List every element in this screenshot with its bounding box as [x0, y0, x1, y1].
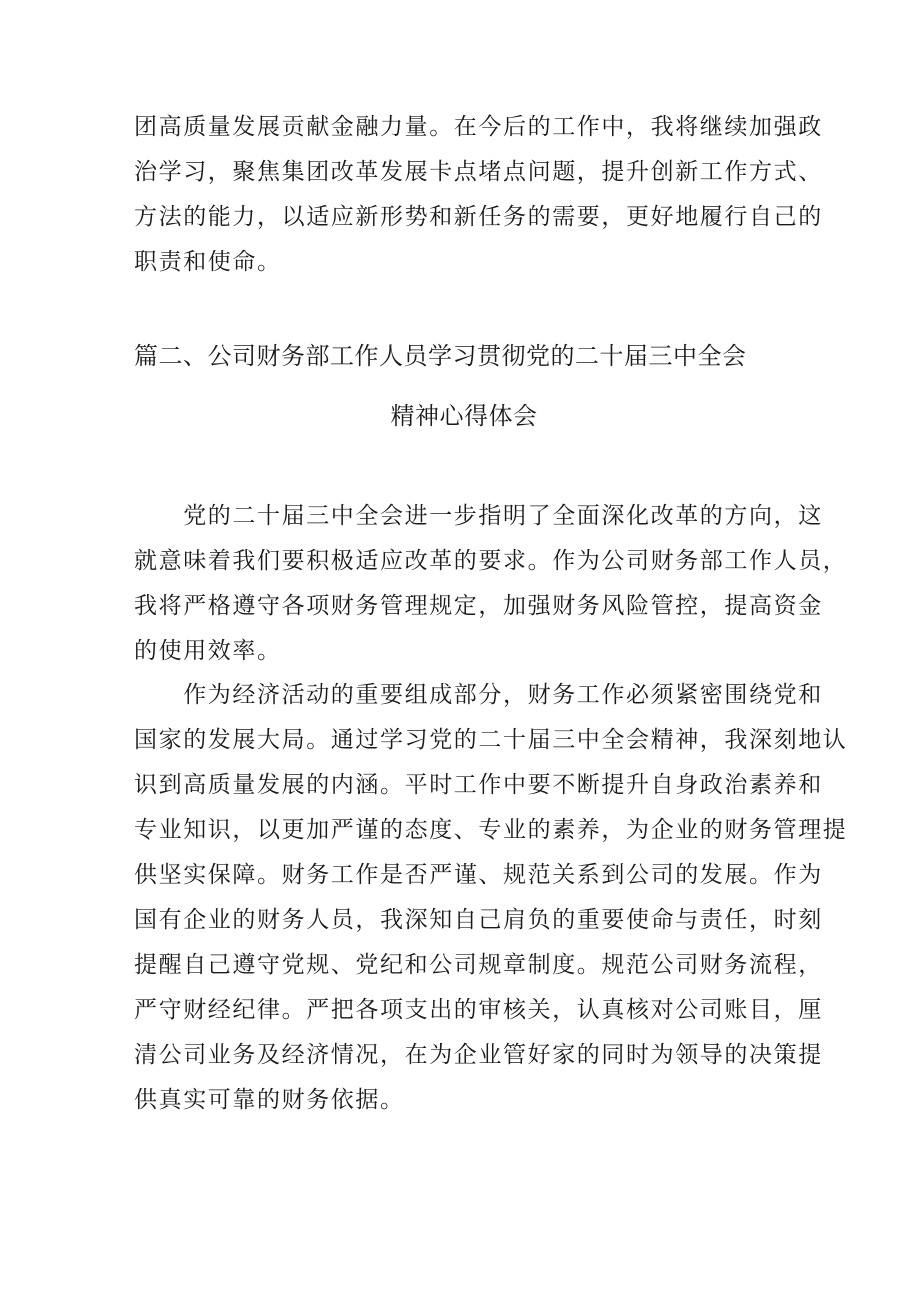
text-line: 党的二十届三中全会进一步指明了全面深化改革的方向，这: [134, 503, 823, 529]
text-line: 国家的发展大局。通过学习党的二十届三中全会精神，我深刻地认: [134, 727, 848, 753]
intro-paragraph: [134, 105, 823, 285]
text-line: 严守财经纪律。严把各项支出的审核关，认真核对公司账目，厘: [134, 997, 823, 1023]
text-line: 提醒自己遵守党规、党纪和公司规章制度。规范公司财务流程，: [134, 952, 823, 978]
text-line: 清公司业务及经济情况，在为企业管好家的同时为领导的决策提: [134, 1042, 823, 1068]
section-title-line-2: 精神心得体会: [390, 402, 538, 430]
text-line: 国有企业的财务人员，我深知自己肩负的重要使命与责任，时刻: [134, 907, 823, 933]
text-line: 治学习，聚焦集团改革发展卡点堵点问题，提升创新工作方式、: [134, 159, 823, 185]
text-line: 职责和使命。: [134, 249, 282, 275]
text-line: 团高质量发展贡献金融力量。在今后的工作中，我将继续加强政: [134, 114, 823, 140]
text-line: 就意味着我们要积极适应改革的要求。作为公司财务部工作人员，: [134, 548, 848, 574]
section-title-line-1: 篇二、公司财务部工作人员学习贯彻党的二十届三中全会: [134, 342, 747, 370]
text-line: 专业知识，以更加严谨的态度、专业的素养，为企业的财务管理提: [134, 817, 848, 843]
body-paragraph-1: [134, 494, 848, 674]
text-line: 方法的能力，以适应新形势和新任务的需要，更好地履行自己的: [134, 204, 823, 230]
text-line: 我将严格遵守各项财务管理规定，加强财务风险管控，提高资金: [134, 593, 823, 619]
text-line: 识到高质量发展的内涵。平时工作中要不断提升自身政治素养和: [134, 772, 823, 798]
text-line: 供坚实保障。财务工作是否严谨、规范关系到公司的发展。作为: [134, 862, 823, 888]
text-line: 供真实可靠的财务依据。: [134, 1087, 405, 1113]
text-line: 的使用效率。: [134, 638, 282, 664]
text-line: 作为经济活动的重要组成部分，财务工作必须紧密围绕党和: [134, 682, 823, 708]
body-paragraph-2: [134, 673, 848, 1123]
